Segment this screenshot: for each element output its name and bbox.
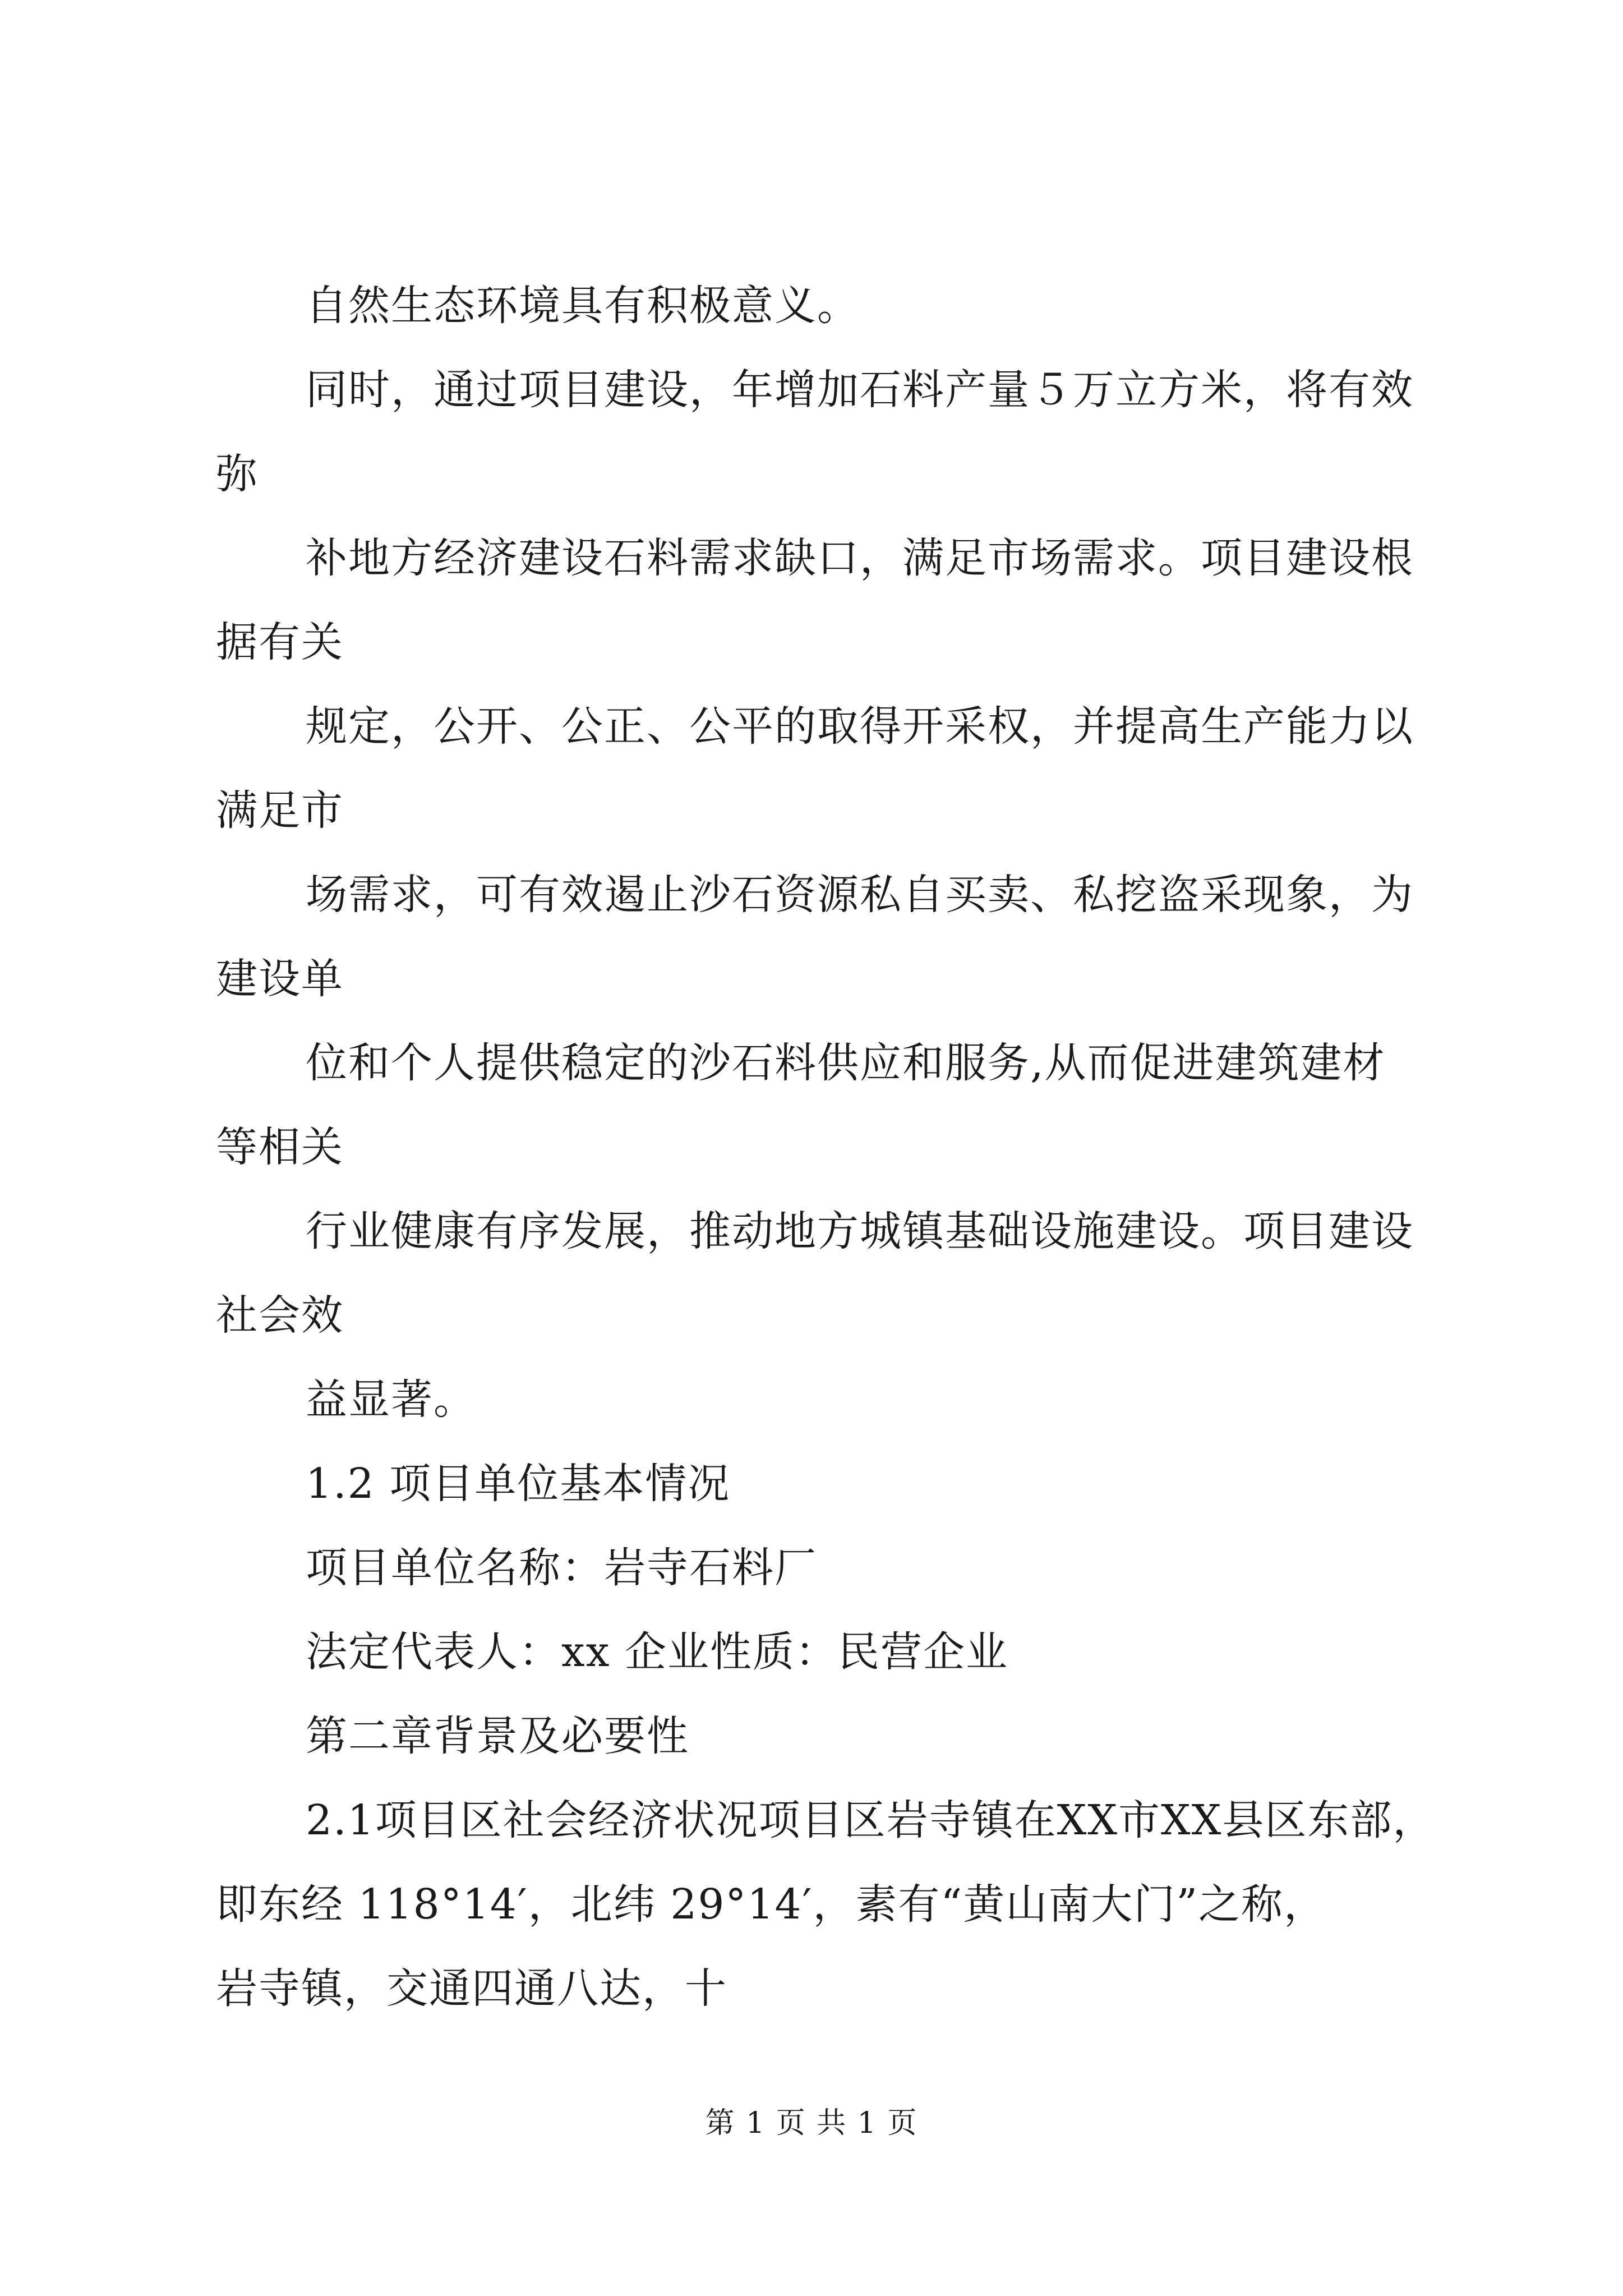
text-line: 等相关 — [216, 1123, 344, 1171]
text-line: 行业健康有序发展，推动地方城镇基础设施建设。项目建设 — [306, 1207, 1414, 1255]
text-line: 补地方经济建设石料需求缺口，满足市场需求。项目建设根 — [306, 534, 1414, 582]
text-line: 法定代表人：xx 企业性质：民营企业 — [306, 1628, 1008, 1676]
text-line: 满足市 — [216, 786, 344, 835]
text-line: 建设单 — [216, 955, 344, 1003]
text-line: 社会效 — [216, 1291, 344, 1340]
text-line: 2.1项目区社会经济状况项目区岩寺镇在XX市XX县区东部， — [306, 1796, 1436, 1844]
document-body — [216, 264, 1436, 2031]
text-line: 益显著。 — [306, 1375, 476, 1424]
text-line: 场需求，可有效遏止沙石资源私自买卖、私挖盗采现象，为 — [306, 871, 1414, 919]
text-line: 位和个人提供稳定的沙石料供应和服务,从而促进建筑建材 — [306, 1039, 1386, 1087]
text-line: 项目单位名称：岩寺石料厂 — [306, 1544, 817, 1592]
text-line: 岩寺镇，交通四通八达，十 — [216, 1964, 727, 2013]
text-line: 弥 — [216, 450, 259, 498]
section-heading: 1.2 项目单位基本情况 — [306, 1460, 731, 1508]
text-line: 自然生态环境具有积极意义。 — [306, 282, 860, 330]
text-line: 规定，公开、公正、公平的取得开采权，并提高生产能力以 — [306, 702, 1414, 751]
page-footer — [0, 2101, 1623, 2146]
text-line: 据有关 — [216, 618, 344, 666]
page-number-label: 第 1 页 共 1 页 — [705, 2106, 918, 2140]
chapter-heading: 第二章背景及必要性 — [306, 1712, 689, 1760]
text-line: 即东经 118°14′，北纬 29°14′，素有“黄山南大门”之称， — [216, 1880, 1327, 1929]
text-line: 同时，通过项目建设，年增加石料产量５万立方米，将有效 — [306, 366, 1414, 414]
